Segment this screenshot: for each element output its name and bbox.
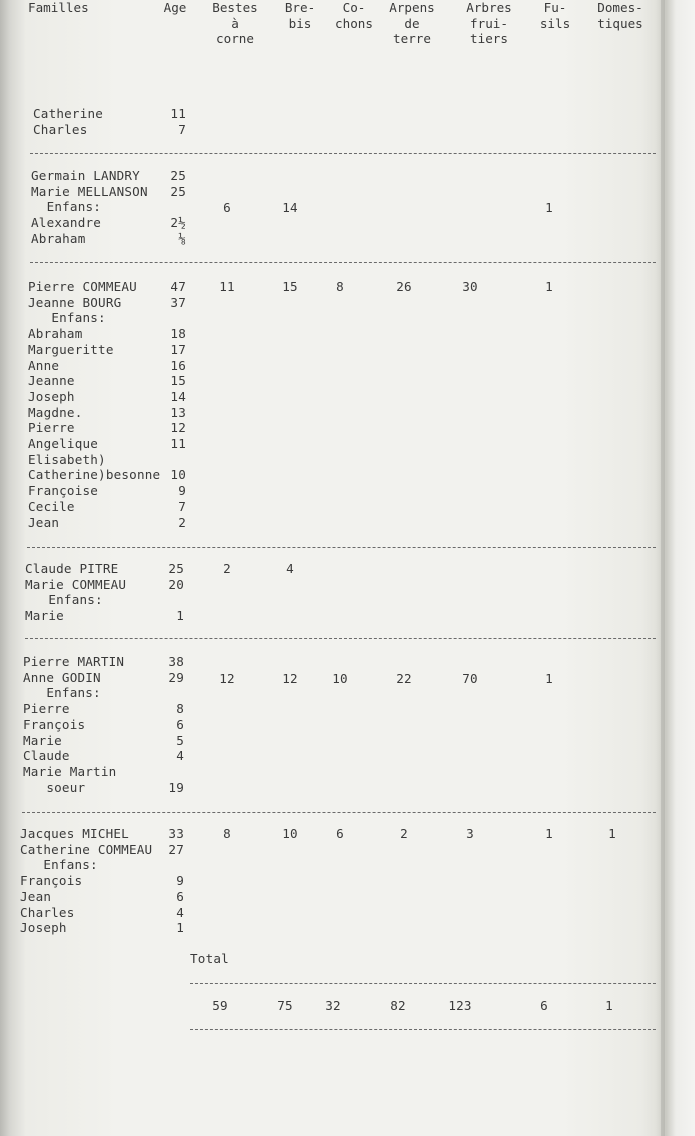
member-age: 15 (170, 373, 186, 389)
member-name: Pierre COMMEAU (28, 279, 137, 294)
member-name: Catherine)besonne (28, 467, 161, 483)
header-arpens: Arpens de terre (389, 0, 435, 46)
total-domestiques: 1 (605, 998, 613, 1013)
member-name: Alexandre (31, 215, 102, 231)
member-age: 27 (168, 841, 184, 857)
stat-cochons: 10 (332, 671, 348, 686)
family-divider (27, 547, 656, 548)
member-age: 1 (176, 920, 184, 936)
member-name: Marie (25, 608, 64, 624)
header-bestes: Bestes à corne (212, 0, 258, 46)
member-name: Marie MELLANSON (31, 183, 148, 199)
member-age: 2½ (170, 215, 186, 231)
stat-brebis: 4 (286, 561, 294, 576)
total-arbres: 123 (448, 998, 472, 1013)
member-name: Enfans: (28, 310, 106, 326)
member-age: 7 (178, 121, 186, 137)
member-name: Enfans: (23, 685, 101, 701)
binding-shadow (661, 0, 665, 1136)
header-fusils: Fu- sils (539, 0, 571, 31)
member-name: Pierre MARTIN (23, 654, 125, 669)
member-name: Jeanne BOURG (28, 294, 122, 310)
header-cochons: Co- chons (335, 0, 373, 31)
family-divider (30, 262, 656, 263)
stat-brebis: 15 (282, 279, 298, 294)
member-name: soeur (23, 779, 86, 795)
member-age: 33 (168, 826, 184, 841)
member-age: 25 (170, 183, 186, 199)
member-name: Anne GODIN (23, 669, 101, 685)
member-age: 10 (170, 467, 186, 483)
member-age: 6 (176, 716, 184, 732)
stat-brebis: 12 (282, 671, 298, 686)
member-name: Joseph (28, 388, 75, 404)
total-brebis: 75 (277, 998, 293, 1013)
total-fusils: 6 (540, 998, 548, 1013)
member-age: 8 (176, 701, 184, 717)
member-name: Françoise (28, 483, 99, 499)
member-name: Enfans: (31, 199, 102, 215)
member-age: 9 (178, 483, 186, 499)
member-age: 18 (170, 326, 186, 342)
member-age: 19 (168, 779, 184, 795)
header-arbres: Arbres frui- tiers (466, 0, 512, 46)
member-name: Angelique (28, 436, 99, 451)
member-name: Pierre (23, 701, 70, 717)
member-name: Claude (23, 748, 70, 764)
header-domestiques: Domes- tiques (597, 0, 643, 31)
stat-bestes: 6 (223, 200, 231, 215)
stat-arbres: 30 (462, 279, 478, 294)
member-name: Claude PITRE (25, 561, 119, 576)
stat-arpens: 2 (400, 826, 408, 841)
total-bestes: 59 (212, 998, 228, 1013)
member-name: Magdne. (28, 404, 83, 420)
member-name: Elisabeth) (28, 451, 106, 467)
stat-fusils: 1 (545, 826, 553, 841)
header-age: Age (163, 0, 187, 15)
member-age: 11 (170, 106, 186, 121)
member-name: Jacques MICHEL (20, 826, 129, 841)
stat-fusils: 1 (545, 279, 553, 294)
stat-arbres: 3 (466, 826, 474, 841)
member-age: 38 (168, 654, 184, 669)
stat-brebis: 14 (282, 200, 298, 215)
member-name: Margueritte (28, 341, 114, 357)
member-name: Enfans: (25, 592, 103, 608)
stat-fusils: 1 (545, 671, 553, 686)
stat-domestiques: 1 (608, 826, 616, 841)
member-age: 11 (170, 436, 186, 451)
member-age: 13 (170, 404, 186, 420)
member-name: Jean (28, 514, 60, 530)
stat-cochons: 6 (336, 826, 344, 841)
stat-fusils: 1 (545, 200, 553, 215)
member-age: 7 (178, 498, 186, 514)
stat-arpens: 26 (396, 279, 412, 294)
member-age: 25 (168, 561, 184, 576)
member-age: 4 (176, 904, 184, 920)
family-divider (30, 153, 656, 154)
stat-arpens: 22 (396, 671, 412, 686)
member-age: 6 (176, 888, 184, 904)
member-name: Pierre (28, 420, 75, 436)
member-name: Marie COMMEAU (25, 576, 127, 592)
member-age: 37 (170, 294, 186, 310)
member-age: 1 (176, 608, 184, 624)
family-divider (25, 638, 656, 639)
member-name: Cecile (28, 498, 75, 514)
stat-cochons: 8 (336, 279, 344, 294)
member-name: Charles (33, 121, 88, 137)
member-name: Charles (20, 904, 75, 920)
member-name: Germain LANDRY (31, 168, 140, 183)
member-name: Jeanne (28, 373, 75, 389)
member-age: 12 (170, 420, 186, 436)
member-age: 2 (178, 514, 186, 530)
member-name: Marie (23, 732, 62, 748)
member-name: Anne (28, 357, 60, 373)
member-age: 20 (168, 576, 184, 592)
family-divider (22, 812, 656, 813)
member-age: 16 (170, 357, 186, 373)
member-age: 47 (170, 279, 186, 294)
header-familles: Familles (28, 0, 89, 15)
stat-bestes: 2 (223, 561, 231, 576)
member-age: ⅛ (178, 230, 186, 246)
member-name: François (20, 873, 83, 889)
member-age: 14 (170, 388, 186, 404)
total-arpens: 82 (390, 998, 406, 1013)
member-age: 25 (170, 168, 186, 183)
member-name: Enfans: (20, 857, 98, 873)
stat-bestes: 11 (219, 279, 235, 294)
member-age: 4 (176, 748, 184, 764)
total-label: Total (190, 951, 229, 966)
stat-bestes: 12 (219, 671, 235, 686)
member-name: Abraham (28, 326, 83, 342)
total-rule-bottom (190, 1029, 656, 1030)
total-cochons: 32 (325, 998, 341, 1013)
stat-bestes: 8 (223, 826, 231, 841)
member-name: François (23, 716, 86, 732)
member-age: 9 (176, 873, 184, 889)
member-name: Joseph (20, 920, 67, 936)
member-age: 5 (176, 732, 184, 748)
member-age: 17 (170, 341, 186, 357)
member-age: 29 (168, 669, 184, 685)
member-name: Catherine COMMEAU (20, 841, 153, 857)
total-rule-top (190, 983, 656, 984)
member-name: Catherine (33, 106, 104, 121)
stat-brebis: 10 (282, 826, 298, 841)
member-name: Marie Martin (23, 763, 117, 779)
stat-arbres: 70 (462, 671, 478, 686)
member-name: Abraham (31, 230, 86, 246)
member-name: Jean (20, 888, 52, 904)
header-brebis: Bre- bis (284, 0, 316, 31)
